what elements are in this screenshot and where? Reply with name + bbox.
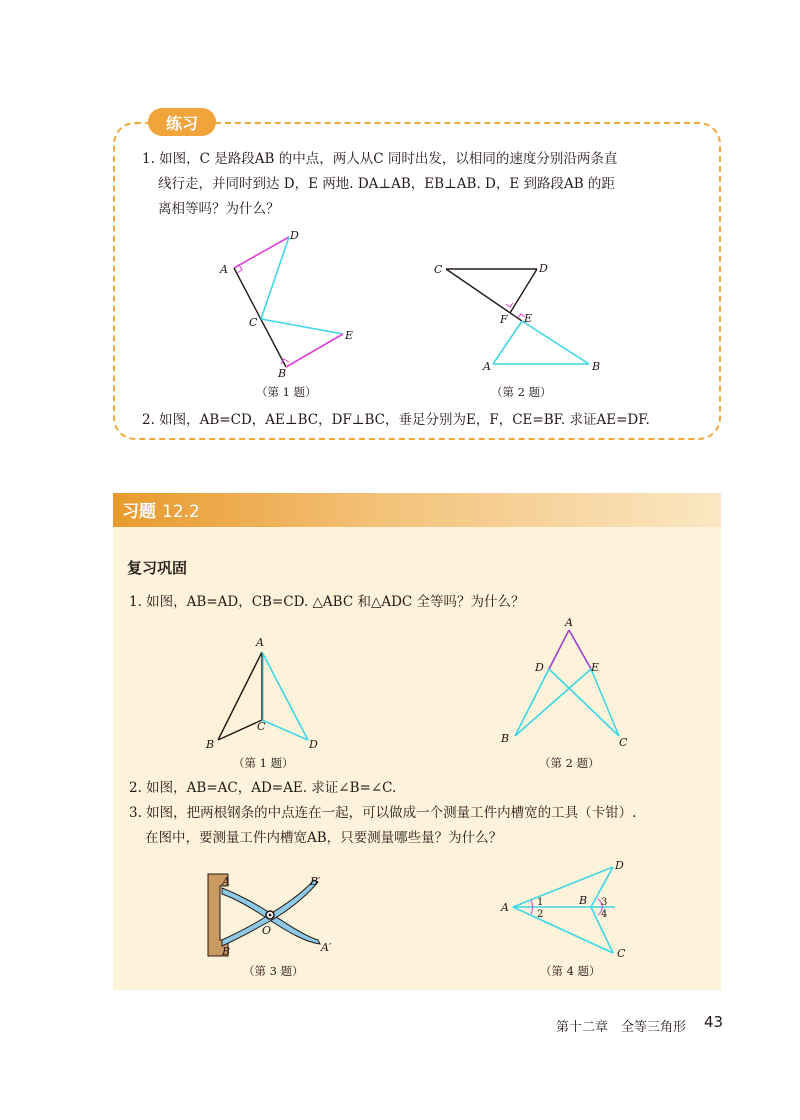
exercise-title <box>122 497 200 522</box>
fig1-label-E: E <box>345 329 354 342</box>
ex2-segment-EC <box>591 669 619 736</box>
ex4-angle-3: 3 <box>601 897 608 908</box>
ex4-angle-2: 2 <box>537 909 544 920</box>
exercise-q2: 2. 如图，AB=AC，AD=AE. 求证∠B=∠C. <box>129 780 397 796</box>
practice-figure-2 <box>430 258 605 378</box>
ex2-label-D: D <box>535 661 544 674</box>
ex1-segment-AD <box>262 652 308 740</box>
fig2-label-F: F <box>500 313 508 326</box>
fig1-segment-DC <box>261 237 289 319</box>
fig2-label-A: A <box>483 360 491 373</box>
fig2-segment-DF <box>510 269 537 313</box>
ex4-segment-AD <box>513 867 613 907</box>
fig1-segment-AB <box>234 268 286 367</box>
ex1-segment-AB <box>218 652 262 740</box>
ex2-segment-CD <box>549 669 619 736</box>
fig2-segment-AE <box>493 321 522 364</box>
ex1-label-C: C <box>257 720 266 733</box>
ex1-segment-CD <box>262 720 308 740</box>
ex4-angle-1: 1 <box>537 897 544 908</box>
ex1-label-A: A <box>256 636 264 649</box>
ex3-label-A: A <box>222 875 230 888</box>
exercise-figure-4 <box>495 855 635 965</box>
ex1-label-D: D <box>309 738 318 751</box>
fig1-label-B: B <box>278 367 287 380</box>
footer-chapter: 第十二章 全等三角形 <box>556 1020 687 1035</box>
fig2-label-D: D <box>539 262 548 275</box>
exercise-q3-line1: 3. 如图，把两根钢条的中点连在一起，可以做成一个测量工件内槽宽的工具（卡钳）. <box>129 805 637 821</box>
fig1-segment-EB <box>286 334 343 367</box>
fig1-label-C: C <box>249 316 258 329</box>
ex3-label-B: B <box>222 945 231 958</box>
exercise-figure-1 <box>200 632 330 752</box>
exercise-fig4-caption: （第 4 题） <box>540 964 601 978</box>
ex3-label-Bp: B′ <box>310 875 321 888</box>
exercise-figure-3 <box>200 868 350 963</box>
practice-q1-line2: 线行走，并同时到达 D，E 两地. DA⊥AB，EB⊥AB. D，E 到路段AB 的距 <box>158 176 615 192</box>
ex2-label-C: C <box>619 736 628 749</box>
fig1-segment-CE <box>261 319 343 334</box>
exercise-fig1-caption: （第 1 题） <box>233 756 294 770</box>
ex4-segment-AC <box>513 907 613 953</box>
fig1-label-A: A <box>220 263 228 276</box>
ex4-label-C: C <box>617 947 626 960</box>
ex2-segment-BE <box>515 669 591 736</box>
fig2-label-B: B <box>592 360 601 373</box>
section-heading: 复习巩固 <box>127 559 188 577</box>
ex4-label-B: B <box>579 894 588 907</box>
ex3-pivot-center <box>269 914 272 917</box>
ex2-label-A: A <box>565 616 573 629</box>
ex2-label-B: B <box>501 732 510 745</box>
practice-tab: 练习 <box>148 108 216 136</box>
exercise-number: 12.2 <box>162 502 200 522</box>
fig2-label-C: C <box>434 263 443 276</box>
practice-figure-1 <box>215 225 365 380</box>
ex2-label-E: E <box>591 661 600 674</box>
ex2-segment-DB <box>515 669 549 736</box>
exercise-header <box>113 493 721 527</box>
ex3-label-O: O <box>262 924 272 937</box>
fig1-label-D: D <box>290 229 299 242</box>
fig2-right-angle-F <box>506 303 513 307</box>
ex2-segment-AD <box>549 630 569 669</box>
fig2-label-E: E <box>524 312 533 325</box>
practice-q1-line1: 1. 如图，C 是路段AB 的中点，两人从C 同时出发，以相同的速度分别沿两条直 <box>142 151 618 167</box>
exercise-q1: 1. 如图，AB=AD，CB=CD. △ABC 和△ADC 全等吗？为什么？ <box>129 594 525 610</box>
fig2-segment-EB <box>522 321 589 364</box>
practice-q2: 2. 如图，AB=CD，AE⊥BC，DF⊥BC，垂足分别为E，F，CE=BF. 求证AE=DF. <box>142 412 650 428</box>
ex3-label-Ap: A′ <box>321 941 332 954</box>
practice-fig1-caption: （第 1 题） <box>256 385 317 399</box>
exercise-title-text: 习题 <box>122 502 156 522</box>
practice-fig2-caption: （第 2 题） <box>491 385 552 399</box>
exercise-fig2-caption: （第 2 题） <box>539 756 600 770</box>
ex2-segment-AE <box>569 630 591 669</box>
ex1-segment-BC <box>218 720 262 740</box>
page-number: 43 <box>704 1013 724 1031</box>
ex4-label-A: A <box>501 901 509 914</box>
exercise-fig3-caption: （第 3 题） <box>243 964 304 978</box>
exercise-q3-line2: 在图中，要测量工件内槽宽AB，只要测量哪些量？为什么？ <box>145 830 503 846</box>
ex4-angle-4: 4 <box>601 909 608 920</box>
exercise-figure-2 <box>495 614 635 754</box>
practice-q1-line3: 离相等吗？为什么？ <box>158 201 280 217</box>
ex4-label-D: D <box>615 859 624 872</box>
ex1-label-B: B <box>206 738 215 751</box>
